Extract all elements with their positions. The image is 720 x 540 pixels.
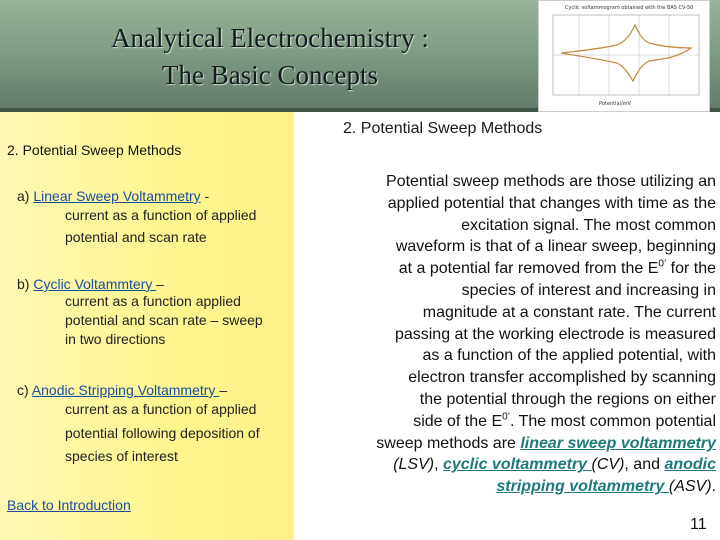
body-text-run: , and	[624, 456, 665, 474]
body-line: as a function of the applied potential, with	[422, 347, 716, 365]
superscript: 0’	[502, 411, 510, 423]
left-heading-prefix: 2.	[7, 142, 23, 158]
body-text-run: sweep methods are	[376, 434, 521, 452]
body-text-run: (CV)	[591, 456, 625, 474]
slide-title	[40, 20, 500, 94]
body-line	[298, 433, 716, 455]
body-line: passing at the working electrode is measured	[394, 325, 716, 343]
body-text-run: . The most common potential	[509, 412, 716, 430]
body-text-run: ,	[434, 456, 443, 474]
figure-caption: Cyclic voltammogram obtained with the BAS CV-50	[565, 5, 694, 11]
list-item-prefix: c)	[17, 382, 32, 398]
body-line	[298, 411, 716, 433]
list-item-description: current as a function applied potential and scan rate – sweep in two directions	[65, 293, 263, 347]
left-heading	[7, 142, 181, 158]
list-item-label	[17, 382, 295, 398]
cyclic-voltammogram-plot	[539, 1, 709, 111]
body-text-run: .	[711, 478, 716, 496]
list-item-suffix: –	[219, 382, 228, 398]
body-line: species of interest and increasing in	[461, 281, 716, 299]
list-item-anodic-stripping	[17, 382, 295, 469]
body-line: the potential through the regions on either	[419, 390, 716, 408]
body-line: waveform is that of a linear sweep, beginning	[395, 238, 716, 256]
anodic-stripping-voltammetry-link[interactable]: Anodic Stripping Voltammetry	[31, 382, 220, 398]
anodic-inline-link[interactable]: anodic	[664, 456, 716, 474]
body-line: applied potential that changes with time as the	[387, 194, 716, 212]
body-text-run: (LSV)	[393, 456, 435, 474]
list-item-description: current as a function of applied potential following deposition of species of interest	[65, 401, 260, 464]
cyclic-voltammetry-inline-link[interactable]: cyclic voltammetry	[442, 456, 592, 474]
list-item-suffix: -	[200, 188, 210, 204]
list-item-label	[17, 276, 265, 292]
page-number: 11	[690, 516, 707, 533]
right-heading: 2. Potential Sweep Methods	[343, 120, 543, 137]
title-line-1: Analytical Electrochemistry :	[111, 23, 429, 53]
title-line-2: The Basic Concepts	[162, 60, 378, 90]
list-item-linear-sweep	[17, 188, 295, 248]
list-item-suffix: –	[156, 276, 165, 292]
list-item-description: current as a function of applied potential and scan rate	[65, 207, 257, 245]
body-line	[298, 258, 716, 280]
linear-sweep-voltammetry-link[interactable]: Linear Sweep Voltammetry	[33, 188, 201, 204]
body-text-run: (ASV)	[668, 478, 712, 496]
linear-sweep-voltammetry-inline-link[interactable]: linear sweep voltammetry	[520, 434, 716, 452]
figure-xlabel: Potential/mV	[599, 101, 631, 107]
body-text-run: side of the E	[413, 412, 503, 430]
body-line: magnitude at a constant rate. The current	[422, 303, 716, 321]
left-heading-link[interactable]: Potential Sweep Methods	[22, 142, 182, 158]
body-text-run: at a potential far removed from the E	[398, 260, 659, 278]
body-text-run: for the	[666, 260, 716, 278]
list-item-prefix: b)	[17, 276, 34, 292]
body-line	[298, 476, 716, 498]
cyclic-voltammogram-figure	[538, 0, 710, 112]
body-line: electron transfer accomplished by scanning	[408, 369, 716, 387]
body-paragraph	[298, 171, 716, 498]
list-item-prefix: a)	[17, 188, 34, 204]
list-item-cyclic	[17, 276, 265, 349]
body-line: excitation signal. The most common	[461, 216, 716, 234]
body-line: Potential sweep methods are those utilizing an	[386, 173, 716, 190]
superscript: 0’	[658, 258, 667, 270]
left-panel	[0, 112, 294, 540]
back-to-introduction-link[interactable]: Back to Introduction	[7, 497, 131, 513]
cyclic-voltammetry-link[interactable]: Cyclic Voltammtery	[33, 276, 157, 292]
list-item-label	[17, 188, 295, 204]
stripping-voltammetry-inline-link[interactable]: stripping voltammetry	[496, 478, 669, 496]
body-line	[298, 454, 716, 476]
